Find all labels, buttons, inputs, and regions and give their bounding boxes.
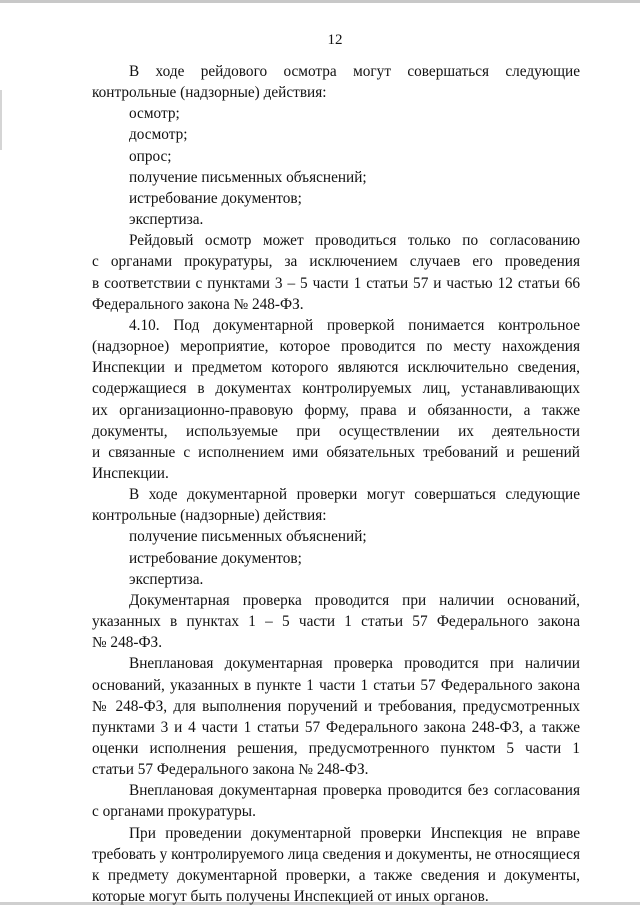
text-line: Инспекции и предметом которого являются исключительно сведения, xyxy=(92,359,580,377)
paragraph-documentary-actions xyxy=(92,484,580,526)
text-line: 4.10. Под документарной проверкой понимается контрольное xyxy=(129,316,580,334)
text-line: Федерального закона № 248-ФЗ. xyxy=(92,295,304,313)
list-raid-actions xyxy=(92,103,580,230)
paragraph-raid-approval xyxy=(92,230,580,315)
text-line: Инспекции. xyxy=(92,464,169,482)
text-line: № 248-ФЗ, для выполнения поручений и требования, предусмотренных xyxy=(92,697,580,715)
text-line: документы, используемые при осуществлении их деятельности xyxy=(92,422,580,440)
list-item: опрос; xyxy=(129,147,172,165)
text-line: статьи 57 Федерального закона № 248-ФЗ. xyxy=(92,761,369,779)
list-item: получение письменных объяснений; xyxy=(129,168,367,186)
list-item: экспертиза. xyxy=(129,570,204,588)
list-item: осмотр; xyxy=(129,105,180,123)
text-line: которые могут быть получены Инспекцией от иных органов. xyxy=(92,888,489,906)
text-line: с органами прокуратуры, за исключением случаев его проведения xyxy=(92,253,580,271)
section-4-10 xyxy=(92,315,580,484)
text-line: Документарная проверка проводится при наличии оснований, xyxy=(129,591,580,609)
page-number: 12 xyxy=(327,32,343,48)
text-line: содержащиеся в документах контролируемых лиц, устанавливающих xyxy=(92,380,580,398)
scan-edge-top xyxy=(0,0,640,3)
text-line: к предмету документарной проверки, а также сведения и документы, xyxy=(92,866,580,884)
list-documentary-actions xyxy=(92,526,580,589)
text-line: их организационно-правовую форму, права и обязанности, а также xyxy=(92,401,580,419)
text-line: контрольные (надзорные) действия: xyxy=(92,84,327,102)
text-line: В ходе рейдового осмотра могут совершаться следующие xyxy=(129,63,580,80)
paragraph-unscheduled xyxy=(92,653,580,780)
list-item: истребование документов; xyxy=(129,549,302,567)
text-line: пунктами 3 и 4 части 1 статьи 57 Федерального закона 248-ФЗ, а также xyxy=(92,718,580,736)
text-line: требовать у контролируемого лица сведения и документы, не относящиеся xyxy=(92,845,581,863)
paragraph-raid-actions xyxy=(92,61,580,103)
text-line: Внеплановая документарная проверка проводится без согласования xyxy=(129,782,580,800)
text-line: Внеплановая документарная проверка проводится при наличии xyxy=(129,655,580,673)
list-item: экспертиза. xyxy=(129,211,204,229)
paragraph-restrictions xyxy=(92,823,580,907)
text-line: оценки исполнения решения, предусмотренного пунктом 5 части 1 xyxy=(92,740,580,757)
paragraph-no-approval xyxy=(92,780,580,822)
text-line: в соответствии с пунктами 3 – 5 части 1 статьи 57 и частью 12 статьи 66 xyxy=(92,274,580,292)
list-item: получение письменных объяснений; xyxy=(129,528,367,546)
text-line: оснований, указанных в пункте 1 части 1 статьи 57 Федерального закона xyxy=(92,676,580,694)
document-body xyxy=(92,61,580,907)
paragraph-grounds xyxy=(92,590,580,653)
list-item: истребование документов; xyxy=(129,189,302,207)
scan-edge-left xyxy=(0,90,2,150)
text-line: контрольные (надзорные) действия: xyxy=(92,507,327,525)
text-line: указанных в пунктах 1 – 5 части 1 статьи 57 Федерального закона xyxy=(92,613,580,631)
text-line: При проведении документарной проверки Инспекция не вправе xyxy=(129,824,580,842)
list-item: досмотр; xyxy=(129,126,188,144)
text-line: В ходе документарной проверки могут совершаться следующие xyxy=(129,486,580,504)
text-line: и связанные с исполнением ими обязательных требований и решений xyxy=(92,443,580,461)
text-line: с органами прокуратуры. xyxy=(92,803,256,821)
text-line: (надзорное) мероприятие, которое проводится по месту нахождения xyxy=(92,338,580,356)
text-line: № 248-ФЗ. xyxy=(92,634,163,652)
text-line: Рейдовый осмотр может проводиться только по согласованию xyxy=(129,232,580,250)
